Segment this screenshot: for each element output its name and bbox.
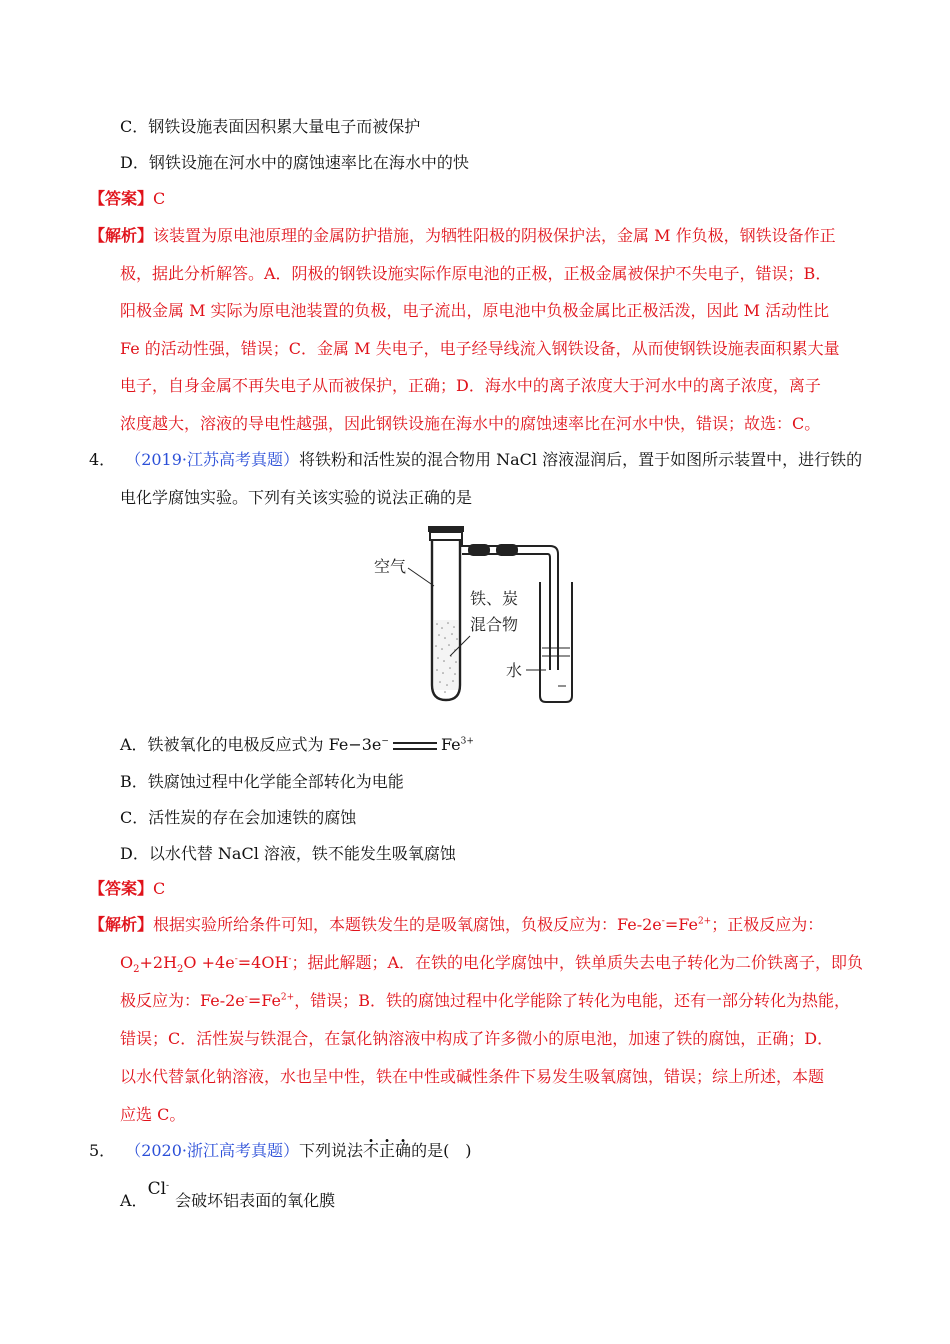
q4-option-b: B．铁腐蚀过程中化学能全部转化为电能 — [120, 772, 404, 791]
q5-option-a-sup: - — [166, 1180, 170, 1191]
sup: - — [288, 954, 292, 965]
q5-stem — [89, 1140, 472, 1162]
q5-option-a-label: A． — [120, 1191, 148, 1210]
q4-stem-text: 将铁粉和活性炭的混合物用 NaCl 溶液湿润后，置于如图所示装置中，进行铁的 — [299, 450, 863, 469]
sup: 2+ — [697, 916, 712, 927]
q4-stem-line-1 — [89, 449, 862, 471]
prev-analysis-line-1 — [89, 225, 836, 247]
prev-analysis-line-6: 浓度越大，溶液的导电性越强，因此钢铁设施在海水中的腐蚀速率比在河水中快，错误；故选：C。 — [120, 414, 821, 433]
emphasis-char: 正 — [379, 1141, 396, 1160]
answer-value: C — [153, 879, 166, 898]
q5-option-a — [120, 1179, 336, 1212]
q4-option-d: D．以水代替 NaCl 溶液，铁不能发生吸氧腐蚀 — [120, 844, 456, 863]
rubber-joint-2 — [496, 544, 518, 556]
label-air: 空气 — [374, 559, 407, 576]
sup: 2+ — [280, 992, 295, 1003]
glass-tube-inner — [462, 554, 550, 670]
q5-source: （2020·浙江高考真题） — [125, 1141, 299, 1160]
analysis-tag: 【解析】 — [89, 226, 154, 245]
fe-c-mixture — [434, 620, 458, 693]
analysis-text: ；正极反应为： — [711, 915, 824, 934]
equals-sign — [393, 742, 437, 750]
rubber-joint-1 — [468, 544, 490, 556]
q4-analysis-line-6: 应选 C。 — [120, 1105, 186, 1124]
sub: 2 — [133, 964, 140, 976]
q4-option-a-product: Fe — [440, 735, 461, 754]
label-water: 水 — [506, 663, 523, 680]
analysis-text: O — [120, 953, 134, 972]
air-leader — [408, 568, 434, 586]
q4-option-a-text: A．铁被氧化的电极反应式为 Fe−3e — [120, 735, 382, 754]
prev-analysis-line-3: 阳极金属 M 实际为原电池装置的负极，电子流出，原电池中负极金属比正极活泼，因此 M 活动性比 — [120, 301, 830, 320]
q4-number: 4． — [89, 450, 116, 469]
q4-analysis-line-5: 以水代替氯化钠溶液，水也呈中性，铁在中性或碱性条件下易发生吸氧腐蚀，错误；综上所述，本题 — [120, 1067, 825, 1086]
q5-stem-text: 的是( ) — [411, 1141, 472, 1160]
apparatus-figure — [370, 520, 590, 712]
q5-option-a-ion: Cl — [147, 1179, 167, 1199]
q4-analysis-line-2 — [120, 952, 863, 974]
q5-option-a-text: 会破坏铝表面的氧化膜 — [175, 1191, 336, 1210]
emphasis-char: 确 — [395, 1141, 412, 1160]
sup: - — [244, 992, 248, 1003]
label-mixture-1: 铁、炭 — [470, 591, 519, 608]
emphasis-char: 不 — [363, 1141, 380, 1160]
q4-answer — [89, 878, 165, 900]
prev-analysis-line-4: Fe 的活动性强，错误；C．金属 M 失电子，电子经导线流入钢铁设备，从而使钢铁设施表面积累大量 — [120, 339, 840, 358]
analysis-text: ；据此解题；A．在铁的电化学腐蚀中，铁单质失去电子转化为二价铁离子，即负 — [291, 953, 863, 972]
stopper-base — [430, 532, 462, 540]
q4-analysis-line-1 — [89, 914, 823, 936]
analysis-text: 根据实验所给条件可知，本题铁发生的是吸氧腐蚀，负极反应为：Fe-2e — [153, 915, 662, 934]
q4-option-a-sup1: − — [381, 736, 389, 747]
prev-answer — [89, 188, 165, 210]
answer-value: C — [153, 189, 166, 208]
analysis-text: =4OH — [237, 953, 289, 972]
sub: 2 — [177, 964, 184, 976]
analysis-text: =Fe — [664, 915, 698, 934]
q4-option-a — [120, 734, 474, 756]
prev-analysis-line-2: 极，据此分析解答。A．阴极的钢铁设施实际作原电池的正极，正极金属被保护不失电子，错误；B． — [120, 264, 832, 283]
sup: - — [234, 954, 238, 965]
q4-option-a-sup2: 3+ — [460, 736, 474, 747]
analysis-tag: 【解析】 — [89, 915, 154, 934]
prev-option-d: D．钢铁设施在河水中的腐蚀速率比在海水中的快 — [120, 153, 469, 172]
analysis-text: +2H — [139, 953, 178, 972]
q5-stem-text: 下列说法 — [299, 1141, 364, 1160]
water-beaker — [540, 582, 572, 702]
analysis-text: 该装置为原电池原理的金属防护措施，为牺牲阳极的阴极保护法，金属 M 作负极，钢铁设备作正 — [153, 226, 836, 245]
answer-tag: 【答案】 — [89, 189, 154, 208]
answer-tag: 【答案】 — [89, 879, 154, 898]
analysis-text: O +4e — [183, 953, 235, 972]
analysis-text: 极反应为：Fe-2e — [120, 991, 245, 1010]
q4-source: （2019·江苏高考真题） — [125, 450, 299, 469]
q5-number: 5． — [89, 1141, 116, 1160]
prev-option-c: C．钢铁设施表面因积累大量电子而被保护 — [120, 117, 421, 136]
analysis-text: =Fe — [247, 991, 281, 1010]
q4-analysis-line-4: 错误；C．活性炭与铁混合，在氯化钠溶液中构成了许多微小的原电池，加速了铁的腐蚀，正确；D． — [120, 1029, 834, 1048]
prev-analysis-line-5: 电子，自身金属不再失电子从而被保护，正确；D．海水中的离子浓度大于河水中的离子浓度，离子 — [120, 376, 821, 395]
label-mixture-2: 混合物 — [470, 617, 519, 634]
q4-option-c: C．活性炭的存在会加速铁的腐蚀 — [120, 808, 357, 827]
q4-stem-line-2: 电化学腐蚀实验。下列有关该实验的说法正确的是 — [120, 488, 473, 507]
q4-analysis-line-3 — [120, 990, 850, 1012]
analysis-text: ，错误；B．铁的腐蚀过程中化学能除了转化为电能，还有一部分转化为热能， — [294, 991, 850, 1010]
sup: - — [661, 916, 665, 927]
